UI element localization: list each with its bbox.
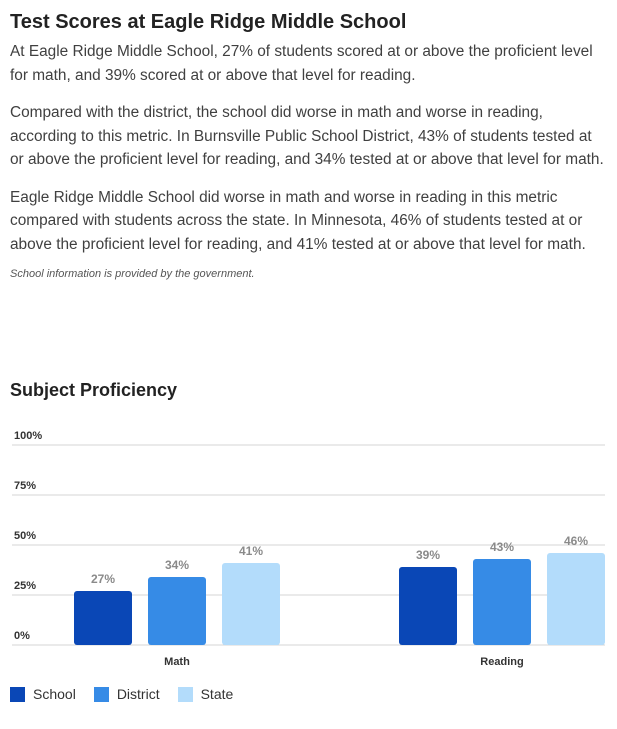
y-tick-label: 75% bbox=[14, 480, 37, 492]
state-comparison-paragraph: Eagle Ridge Middle School did worse in math and worse in reading in this metric compared with students across the state. In Minnesota, 46% of students tested at or above the proficient level for reading, and 41% tested at or above that level for math. bbox=[10, 188, 586, 253]
bar-school-reading bbox=[399, 567, 457, 645]
x-category-label: Reading bbox=[480, 656, 524, 668]
legend-item-school bbox=[10, 686, 76, 702]
legend-swatch-district bbox=[94, 687, 109, 702]
legend-label-school: School bbox=[33, 686, 76, 702]
y-tick-label: 100% bbox=[14, 430, 43, 442]
legend-swatch-school bbox=[10, 687, 25, 702]
data-label: 41% bbox=[238, 544, 264, 558]
chart-legend bbox=[10, 686, 251, 702]
bar-district-math bbox=[148, 577, 206, 645]
y-tick-label: 0% bbox=[14, 630, 30, 642]
bar-state-math bbox=[222, 563, 280, 645]
legend-item-state bbox=[178, 686, 234, 702]
data-label: 34% bbox=[164, 558, 190, 572]
y-tick-label: 25% bbox=[14, 580, 37, 592]
data-label: 43% bbox=[489, 540, 515, 554]
summary-paragraph: At Eagle Ridge Middle School, 27% of students scored at or above the proficient level for math, and 39% scored at or above that level for reading. bbox=[10, 43, 593, 84]
bar-district-reading bbox=[473, 559, 531, 645]
chart-section-title: Subject Proficiency bbox=[10, 380, 178, 400]
data-label: 39% bbox=[415, 548, 441, 562]
x-category-label: Math bbox=[164, 656, 190, 668]
bar-school-math bbox=[74, 591, 132, 645]
subject-proficiency-chart bbox=[0, 420, 617, 670]
page-title: Test Scores at Eagle Ridge Middle School bbox=[10, 11, 407, 33]
y-tick-label: 50% bbox=[14, 530, 37, 542]
legend-item-district bbox=[94, 686, 160, 702]
source-note: School information is provided by the government. bbox=[10, 268, 255, 280]
district-comparison-paragraph: Compared with the district, the school did worse in math and worse in reading, according to this metric. In Burnsville Public School District, 43% of students tested at or above the proficient level for reading, and 34% tested at or above that level for math. bbox=[10, 104, 604, 168]
data-label: 46% bbox=[563, 534, 589, 548]
legend-label-district: District bbox=[116, 686, 160, 702]
legend-swatch-state bbox=[178, 687, 193, 702]
legend-label-state: State bbox=[200, 686, 234, 702]
bar-state-reading bbox=[547, 553, 605, 645]
data-label: 27% bbox=[90, 572, 116, 586]
